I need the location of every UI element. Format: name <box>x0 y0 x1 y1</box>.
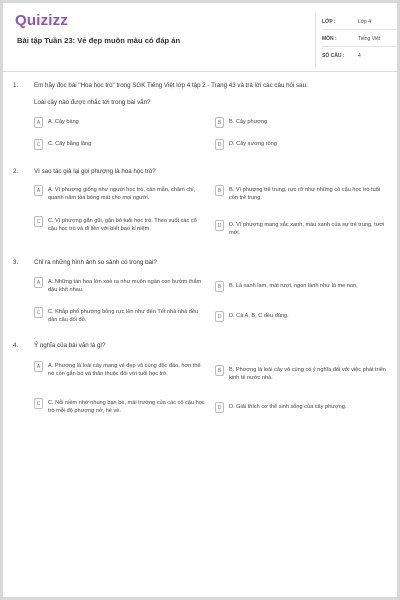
option-letter-box: B <box>215 365 224 376</box>
option-text: A. Cây bàng <box>48 119 79 125</box>
meta-divider <box>322 29 398 30</box>
question-text: Chỉ ra những hình ảnh so sánh có trong bài? <box>34 259 157 266</box>
meta-grade <box>322 19 400 33</box>
meta-question-count-value: 4 <box>358 53 361 59</box>
quizizz-logo[interactable]: Quizizz <box>15 12 69 29</box>
option-letter-box: C <box>34 216 43 227</box>
option-letter-box: B <box>215 281 224 292</box>
option-text: D. Giải thích cơ thể sinh sống của cây phượng. <box>229 404 347 410</box>
option-text: B. Phượng là loài cây vô cùng có ý nghĩa đối với việc phát triển kinh tế nước nhà. <box>229 367 386 382</box>
meta-subject-value: Tiếng Việt <box>358 36 381 42</box>
option-text: C. Vì phượng gắn gũi, gắn bó tuổi học trò. Theo suốt các cô cậu học trò và đi liền với biết bao kỉ niệm. <box>48 218 197 233</box>
option-letter-box: B <box>215 185 224 196</box>
option-letter-box: A <box>34 277 43 288</box>
option-text: B. Cây phượng <box>229 119 268 125</box>
worksheet-title: Bài tập Tuần 23: Vẻ đẹp muôn màu có đáp án <box>17 36 181 45</box>
meta-grade-label: LỚP : <box>322 19 336 25</box>
question-number: 4. <box>13 342 19 349</box>
question-text: Loài cây nào được nhắc tới trong bài văn? <box>34 99 151 106</box>
header-divider <box>3 71 397 72</box>
meta-divider <box>322 46 398 47</box>
option-letter-box: B <box>215 117 224 128</box>
option-letter-box: A <box>34 117 43 128</box>
meta-grade-value: Lớp 4 <box>358 19 372 25</box>
question-text: Vì sao tác giả lại gọi phượng là hoa học trò? <box>34 168 156 175</box>
option-text: D. Cây xương rồng <box>229 141 277 147</box>
option-text: A. Những tán hoa lớn xoè ra như muôn ngàn con bướm thắm đậu khít nhau. <box>48 279 202 294</box>
meta-question-count <box>322 53 400 67</box>
meta-question-count-label: SỐ CÂU : <box>322 53 345 59</box>
option-text: A. Phượng là loài cây mang vẻ đẹp vô cùng độc đáo, hơn thế nó còn gắn bó và thân thuộc đối với tuổi học trò. <box>48 363 201 378</box>
option-letter-box: C <box>34 307 43 318</box>
worksheet-meta <box>315 13 395 67</box>
option-letter-box: D <box>215 402 224 413</box>
option-text: B. Vì phượng trẻ trung, rực rỡ như những cô cậu học trò tuổi còn trẻ trung. <box>229 187 381 202</box>
question-number: 1. <box>13 82 19 89</box>
option-letter-box: A <box>34 361 43 372</box>
option-text: C. Khắp phố phường bỗng rực lên như đến Tết nhà nhà đều dán câu đối đỏ. <box>48 309 199 324</box>
option-text: D. Vì phượng mang sắc xanh, màu xanh của sự trẻ trung, tươi mới. <box>229 222 385 237</box>
option-letter-box: A <box>34 185 43 196</box>
option-text: C. Nỗi niềm nhớ nhung bạn bè, mái trường của các cô cậu học trò mỗi độ phượng nở, hè về. <box>48 400 205 415</box>
question-number: 3. <box>13 259 19 266</box>
option-text: B. Lá xanh lam, mát rượi, ngon lành như lá me non, <box>229 283 358 289</box>
option-text: D. Cả A, B, C đều đúng. <box>229 313 289 319</box>
worksheet-page <box>3 3 397 597</box>
meta-subject <box>322 36 400 50</box>
option-letter-box: C <box>34 139 43 150</box>
worksheet-header <box>3 3 397 71</box>
question-text: Ý nghĩa của bài văn là gì? <box>34 342 106 349</box>
option-letter-box: D <box>215 220 224 231</box>
question-intro: Em hãy đọc bài "Hoa học trò" trong SGK Tiếng Việt lớp 4 tập 2 - Trang 43 và trả lời các câu hỏi sau: <box>34 82 308 89</box>
option-text: A. Vì phượng giống như người học trò, cần mẫn, chăm chỉ, quanh năm tỏa bóng mát cho mọi người. <box>48 187 195 202</box>
option-letter-box: C <box>34 398 43 409</box>
option-letter-box: D <box>215 311 224 322</box>
option-text: C. Cây bằng lăng <box>48 141 92 147</box>
question-number: 2. <box>13 168 19 175</box>
meta-subject-label: MÔN : <box>322 36 337 42</box>
option-letter-box: D <box>215 139 224 150</box>
